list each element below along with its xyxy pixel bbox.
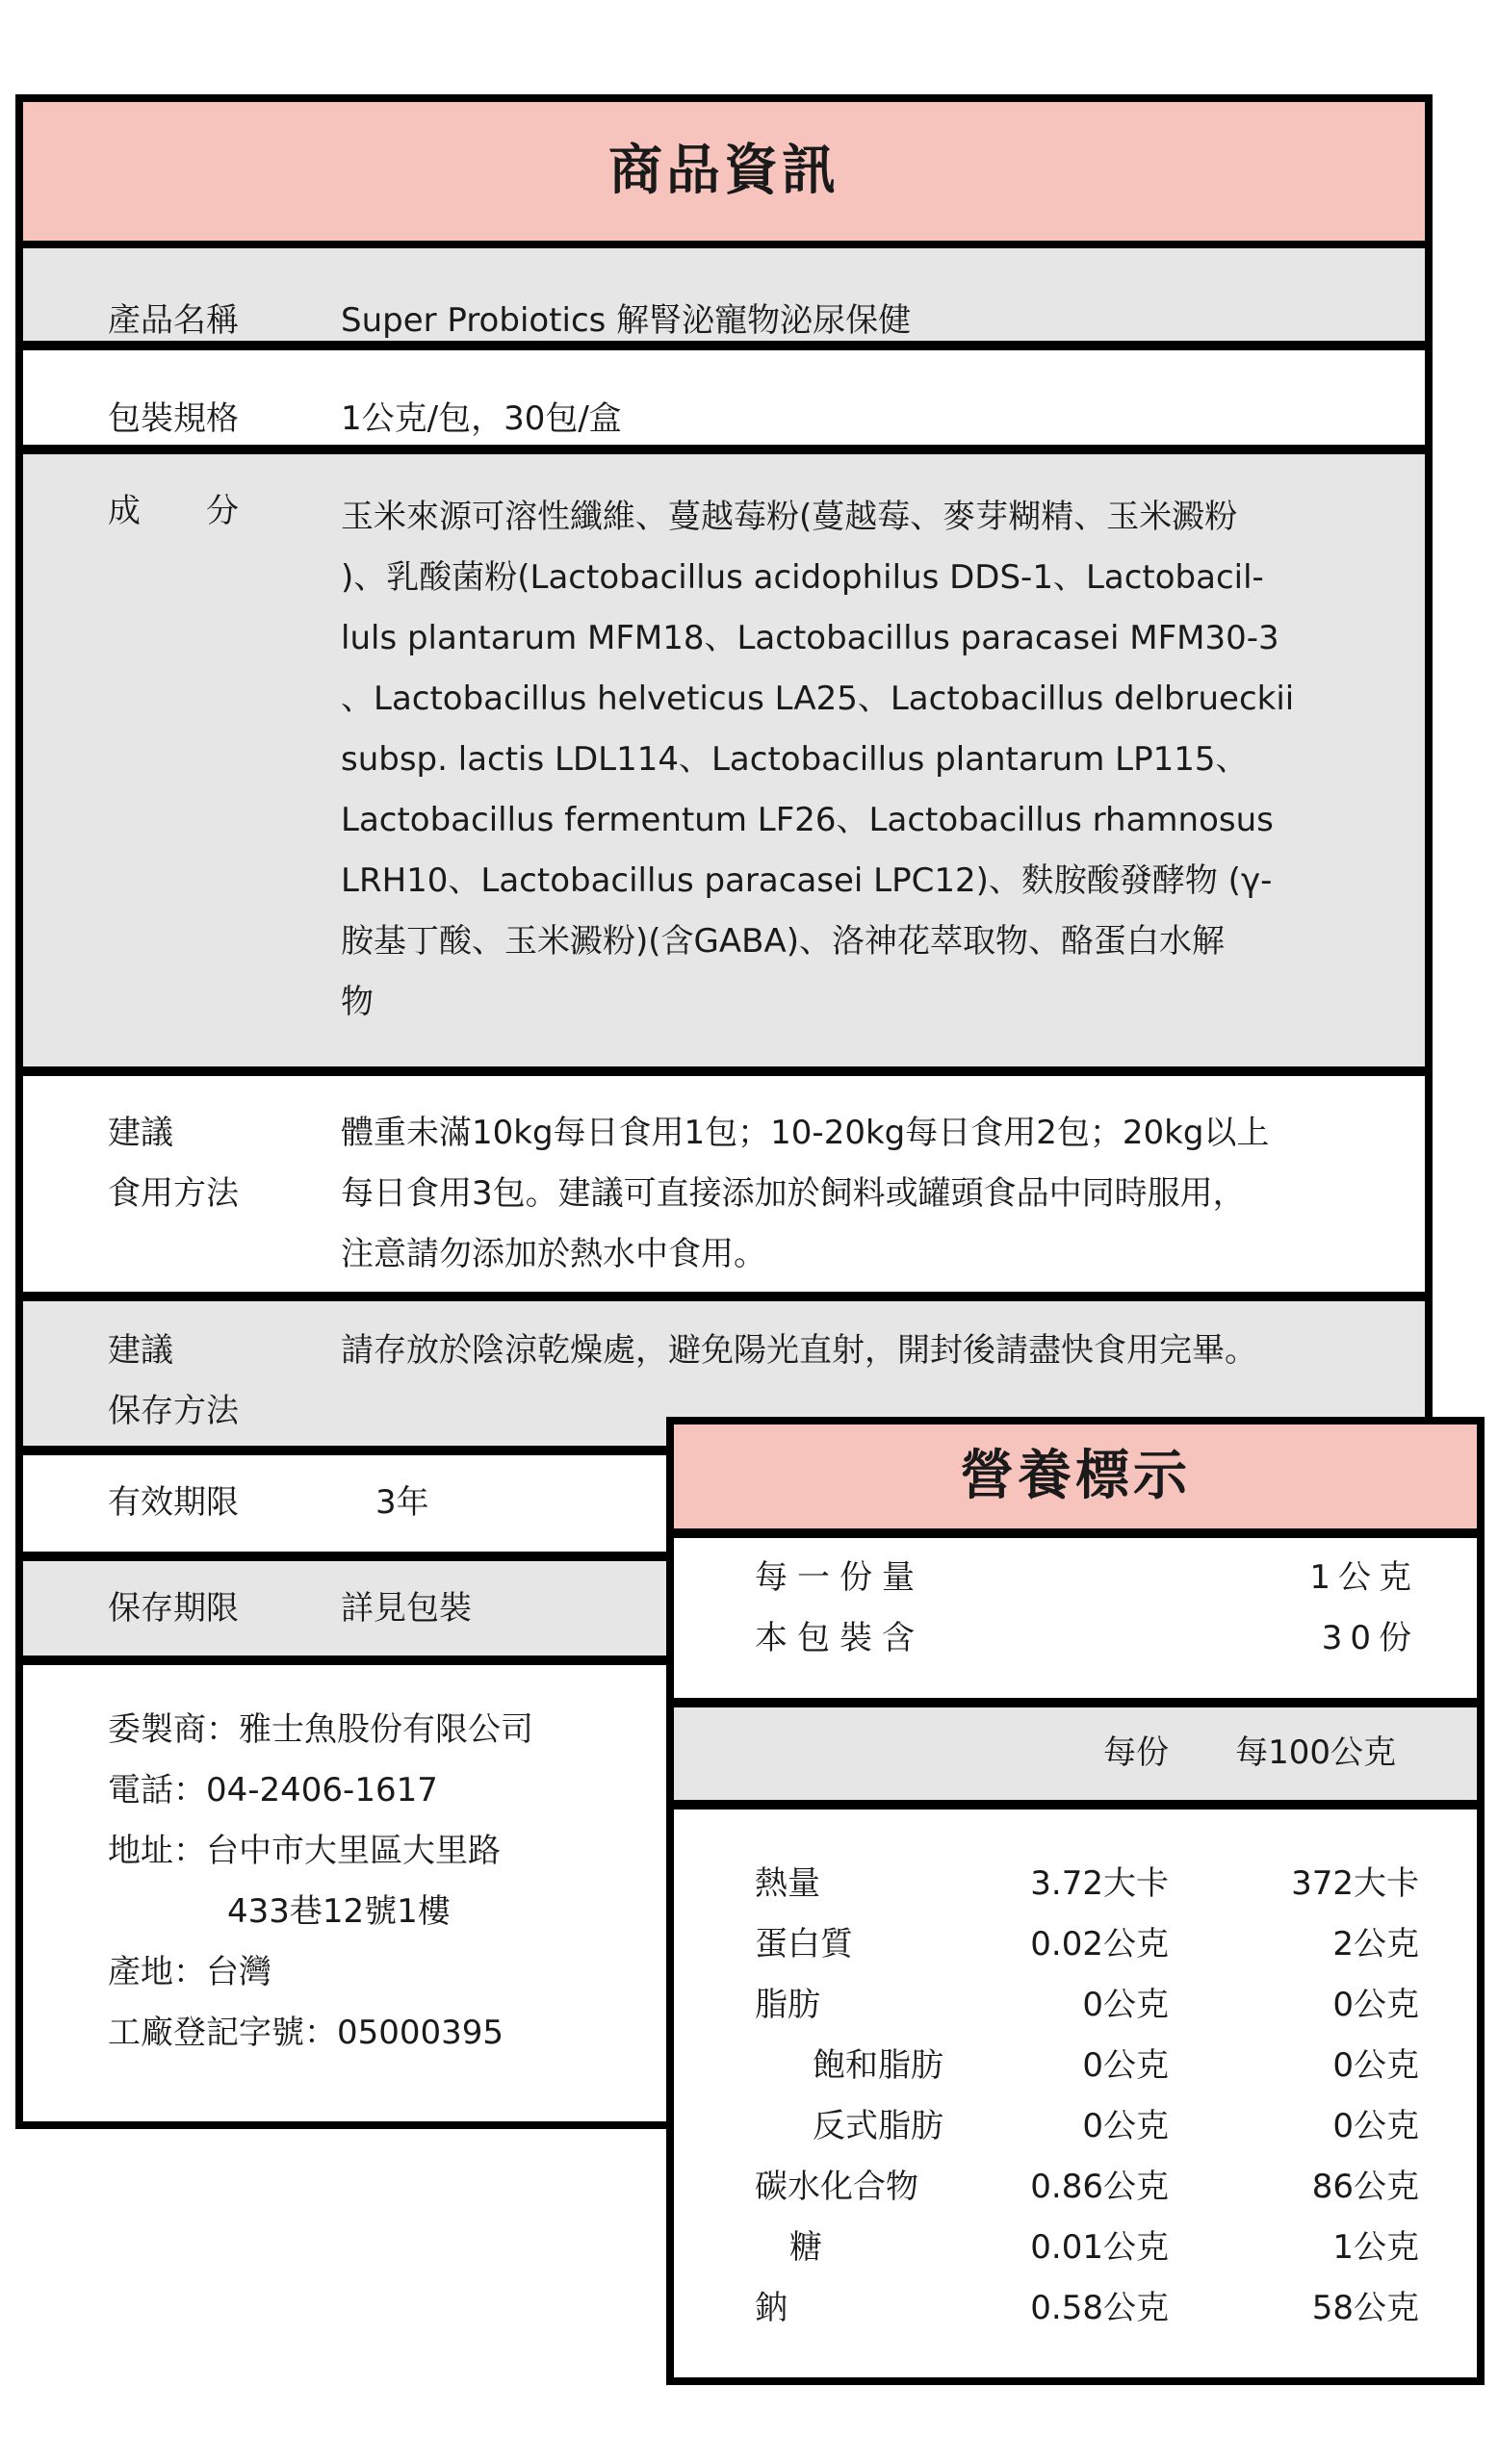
nutrient-per-serving: 0.02公克 xyxy=(1030,1925,1169,1964)
nutrient-per-100: 86公克 xyxy=(1311,2168,1419,2206)
usage-lines xyxy=(341,1103,1400,1285)
nutrition-panel xyxy=(666,1417,1485,2385)
nutrient-per-serving: 0公克 xyxy=(1082,2107,1169,2145)
usage-line: 體重未滿10kg每日食用1包；10-20kg每日食用2包；20kg以上 xyxy=(341,1114,1270,1152)
row-label-line: 保存方法 xyxy=(108,1392,239,1430)
row-value: 3年 xyxy=(375,1483,429,1522)
nutrient-per-serving: 0.01公克 xyxy=(1030,2228,1169,2267)
company-lines xyxy=(108,1700,533,2064)
nutrition-serving xyxy=(674,1538,1477,1698)
nutrient-per-serving: 0公克 xyxy=(1082,2046,1169,2085)
nutrition-column-headers xyxy=(674,1707,1477,1800)
row-label: 保存期限 xyxy=(108,1589,239,1628)
col-per-100: 每100公克 xyxy=(1235,1733,1396,1772)
nutrient-per-serving: 0公克 xyxy=(1082,1986,1169,2024)
col-per-serving: 每份 xyxy=(1103,1733,1169,1772)
row-label xyxy=(108,1321,239,1442)
row-label: 有效期限 xyxy=(108,1483,239,1522)
row-label xyxy=(108,1103,239,1224)
row-label-line: 建議 xyxy=(108,1331,173,1370)
ingredient-line: Lactobacillus fermentum LF26、Lactobacillus rhamnosus xyxy=(341,801,1274,839)
company-address: 地址：台中市大里區大里路 xyxy=(108,1832,501,1870)
ingredient-lines xyxy=(341,487,1400,1033)
row-value: 1公克/包，30包/盒 xyxy=(341,399,622,438)
nutrition-header xyxy=(674,1424,1477,1528)
row-label-line: 食用方法 xyxy=(108,1174,239,1213)
row-label: 包裝規格 xyxy=(108,399,239,438)
nutrient-name: 熱量 xyxy=(755,1864,820,1903)
nutrient-per-serving: 3.72大卡 xyxy=(1030,1864,1169,1903)
row-label: 產品名稱 xyxy=(108,301,239,340)
row-label-line: 建議 xyxy=(108,1114,173,1152)
ingredient-line: 、Lactobacillus helveticus LA25、Lactobacillus delbrueckii xyxy=(341,680,1295,718)
nutrient-per-100: 0公克 xyxy=(1332,1986,1419,2024)
company-maker: 委製商：雅士魚股份有限公司 xyxy=(108,1710,533,1749)
nutrient-name: 糖 xyxy=(789,2228,822,2267)
company-factory-reg: 工廠登記字號：05000395 xyxy=(108,2014,504,2052)
nutrient-per-100: 58公克 xyxy=(1311,2289,1419,2327)
row-value: 詳見包裝 xyxy=(341,1589,472,1628)
nutrient-name: 脂肪 xyxy=(755,1986,820,2024)
product-info-title: 商品資訊 xyxy=(608,140,839,202)
usage-line: 每日食用3包。建議可直接添加於飼料或罐頭食品中同時服用， xyxy=(341,1174,1246,1213)
ingredient-line: subsp. lactis LDL114、Lactobacillus plantarum LP115、 xyxy=(341,740,1249,779)
usage-line: 注意請勿添加於熱水中食用。 xyxy=(341,1235,766,1273)
nutrient-name: 碳水化合物 xyxy=(755,2168,918,2206)
ingredient-line: 物 xyxy=(341,983,374,1021)
servings-label: 本包裝含 xyxy=(755,1619,924,1657)
nutrient-per-100: 0公克 xyxy=(1332,2046,1419,2085)
ingredient-line: 胺基丁酸、玉米澱粉)(含GABA)、洛神花萃取物、酪蛋白水解 xyxy=(341,922,1225,961)
nutrient-per-serving: 0.86公克 xyxy=(1030,2168,1169,2206)
row-usage xyxy=(23,1076,1425,1292)
row-label: 成 分 xyxy=(108,492,239,530)
serving-value: 1公克 xyxy=(1309,1558,1419,1597)
company-phone: 電話：04-2406-1617 xyxy=(108,1771,438,1810)
row-value: 請存放於陰涼乾燥處，避免陽光直射，開封後請盡快食用完畢。 xyxy=(341,1331,1257,1370)
row-ingredients xyxy=(23,454,1425,1149)
ingredient-line: LRH10、Lactobacillus paracasei LPC12)、麩胺酸發酵物 (γ- xyxy=(341,861,1273,900)
company-address-2: 433巷12號1樓 xyxy=(227,1892,451,1931)
nutrient-name: 飽和脂肪 xyxy=(813,2046,943,2085)
nutrient-name: 反式脂肪 xyxy=(813,2107,943,2145)
nutrient-name: 蛋白質 xyxy=(755,1925,853,1964)
nutrition-title: 營養標示 xyxy=(960,1445,1191,1507)
serving-label: 每一份量 xyxy=(755,1558,924,1597)
product-info-header xyxy=(23,102,1425,241)
nutrient-per-100: 0公克 xyxy=(1332,2107,1419,2145)
nutrient-per-100: 1公克 xyxy=(1332,2228,1419,2267)
company-origin: 產地：台灣 xyxy=(108,1953,271,1991)
ingredient-line: 玉米來源可溶性纖維、蔓越莓粉(蔓越莓、麥芽糊精、玉米澱粉 xyxy=(341,498,1238,536)
nutrient-per-serving: 0.58公克 xyxy=(1030,2289,1169,2327)
servings-value: 30份 xyxy=(1321,1619,1419,1657)
nutrition-items xyxy=(674,1810,1477,2377)
ingredient-line: )、乳酸菌粉(Lactobacillus acidophilus DDS-1、Lactobacil- xyxy=(341,558,1264,597)
row-value: Super Probiotics 解腎泌寵物泌尿保健 xyxy=(341,301,912,340)
nutrient-per-100: 372大卡 xyxy=(1291,1864,1419,1903)
ingredient-line: luls plantarum MFM18、Lactobacillus paracasei MFM30-3 xyxy=(341,619,1279,657)
nutrient-per-100: 2公克 xyxy=(1332,1925,1419,1964)
nutrient-name: 鈉 xyxy=(755,2289,788,2327)
